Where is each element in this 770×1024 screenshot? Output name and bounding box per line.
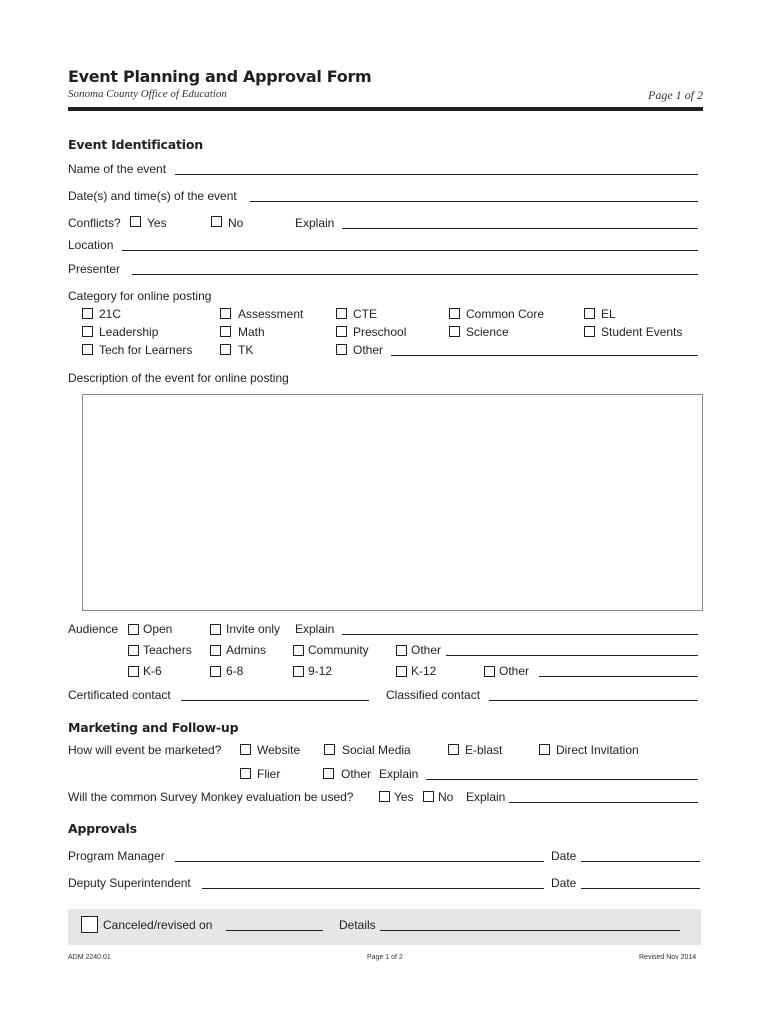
- event-name-field[interactable]: [175, 174, 698, 175]
- program-manager-date-field[interactable]: [581, 861, 700, 862]
- presenter-label: Presenter: [68, 262, 121, 276]
- audience-9-12-label: 9-12: [308, 664, 333, 678]
- category-other-checkbox[interactable]: [336, 344, 347, 355]
- category-el-label: EL: [601, 307, 616, 321]
- program-manager-date-label: Date: [551, 849, 577, 863]
- program-manager-field[interactable]: [175, 861, 544, 862]
- survey-explain-field[interactable]: [509, 802, 698, 803]
- audience-open-checkbox[interactable]: [128, 624, 139, 635]
- audience-other2-field[interactable]: [539, 676, 698, 677]
- category-common-core-label: Common Core: [466, 307, 545, 321]
- category-student-events-checkbox[interactable]: [584, 326, 595, 337]
- location-field[interactable]: [122, 250, 698, 251]
- event-name-label: Name of the event: [68, 162, 167, 176]
- details-label: Details: [339, 918, 376, 932]
- category-21c-checkbox[interactable]: [82, 308, 93, 319]
- category-leadership-checkbox[interactable]: [82, 326, 93, 337]
- survey-explain-label: Explain: [466, 790, 506, 804]
- deputy-date-label: Date: [551, 876, 577, 890]
- category-assessment-checkbox[interactable]: [220, 308, 231, 319]
- audience-teachers-label: Teachers: [143, 643, 192, 657]
- category-science-checkbox[interactable]: [449, 326, 460, 337]
- audience-k6-checkbox[interactable]: [128, 666, 139, 677]
- marketing-social-label: Social Media: [342, 743, 411, 757]
- marketing-social-checkbox[interactable]: [324, 744, 335, 755]
- details-field[interactable]: [380, 930, 680, 931]
- revision-date: Revised Nov 2014: [639, 954, 697, 961]
- event-dates-label: Date(s) and time(s) of the event: [68, 189, 237, 203]
- category-cte-label: CTE: [353, 307, 377, 321]
- canceled-revised-label: Canceled/revised on: [103, 918, 213, 932]
- audience-other-checkbox[interactable]: [396, 645, 407, 656]
- category-el-checkbox[interactable]: [584, 308, 595, 319]
- category-tech-label: Tech for Learners: [99, 343, 193, 357]
- classified-contact-label: Classified contact: [386, 688, 481, 702]
- survey-question: Will the common Survey Monkey evaluation be used?: [68, 790, 354, 804]
- category-math-label: Math: [238, 325, 265, 339]
- category-assessment-label: Assessment: [238, 307, 304, 321]
- marketing-question: How will event be marketed?: [68, 743, 222, 757]
- survey-yes-checkbox[interactable]: [379, 791, 390, 802]
- category-science-label: Science: [466, 325, 509, 339]
- audience-9-12-checkbox[interactable]: [293, 666, 304, 677]
- marketing-flier-checkbox[interactable]: [240, 768, 251, 779]
- marketing-eblast-label: E-blast: [465, 743, 503, 757]
- organization-name: Sonoma County Office of Education: [68, 88, 227, 100]
- audience-invite-only-checkbox[interactable]: [210, 624, 221, 635]
- conflicts-yes-label: Yes: [147, 216, 167, 230]
- category-cte-checkbox[interactable]: [336, 308, 347, 319]
- description-label: Description of the event for online posting: [68, 371, 289, 385]
- audience-invite-only-label: Invite only: [226, 622, 281, 636]
- form-title: Event Planning and Approval Form: [68, 67, 372, 86]
- category-leadership-label: Leadership: [99, 325, 159, 339]
- section-heading-marketing: Marketing and Follow-up: [68, 720, 239, 735]
- marketing-website-label: Website: [257, 743, 301, 757]
- marketing-direct-checkbox[interactable]: [539, 744, 550, 755]
- audience-other-label: Other: [411, 643, 442, 657]
- deputy-date-field[interactable]: [581, 888, 700, 889]
- audience-k12-checkbox[interactable]: [396, 666, 407, 677]
- survey-yes-label: Yes: [394, 790, 414, 804]
- survey-no-checkbox[interactable]: [423, 791, 434, 802]
- audience-community-label: Community: [308, 643, 369, 657]
- category-student-events-label: Student Events: [601, 325, 683, 339]
- marketing-direct-label: Direct Invitation: [556, 743, 639, 757]
- audience-k6-label: K-6: [143, 664, 162, 678]
- category-label: Category for online posting: [68, 289, 212, 303]
- location-label: Location: [68, 238, 114, 252]
- category-other-label: Other: [353, 343, 384, 357]
- audience-other2-label: Other: [499, 664, 530, 678]
- conflicts-label: Conflicts?: [68, 216, 121, 230]
- survey-no-label: No: [438, 790, 454, 804]
- program-manager-label: Program Manager: [68, 849, 165, 863]
- header-rule: [68, 107, 703, 111]
- audience-admins-checkbox[interactable]: [210, 645, 221, 656]
- category-math-checkbox[interactable]: [220, 326, 231, 337]
- classified-contact-field[interactable]: [489, 700, 698, 701]
- audience-explain-label: Explain: [295, 622, 335, 636]
- conflicts-yes-checkbox[interactable]: [130, 216, 141, 227]
- category-common-core-checkbox[interactable]: [449, 308, 460, 319]
- certificated-contact-label: Certificated contact: [68, 688, 171, 702]
- conflicts-explain-label: Explain: [295, 216, 335, 230]
- section-heading-approvals: Approvals: [68, 821, 137, 836]
- form-code: ADM 2240.01: [68, 954, 111, 961]
- category-preschool-checkbox[interactable]: [336, 326, 347, 337]
- section-heading-event-identification: Event Identification: [68, 137, 203, 152]
- audience-teachers-checkbox[interactable]: [128, 645, 139, 656]
- marketing-other-label: Other: [341, 767, 372, 781]
- deputy-superintendent-label: Deputy Superintendent: [68, 876, 191, 890]
- marketing-flier-label: Flier: [257, 767, 281, 781]
- audience-other2-checkbox[interactable]: [484, 666, 495, 677]
- marketing-explain-label: Explain: [379, 767, 419, 781]
- category-21c-label: 21C: [99, 307, 122, 321]
- category-tk-checkbox[interactable]: [220, 344, 231, 355]
- marketing-other-checkbox[interactable]: [323, 768, 334, 779]
- canceled-revised-date-field[interactable]: [226, 930, 323, 931]
- conflicts-no-checkbox[interactable]: [211, 216, 222, 227]
- marketing-explain-field[interactable]: [426, 779, 698, 780]
- audience-admins-label: Admins: [226, 643, 267, 657]
- audience-label: Audience: [68, 622, 119, 636]
- audience-6-8-checkbox[interactable]: [210, 666, 221, 677]
- audience-explain-field[interactable]: [342, 634, 698, 635]
- audience-open-label: Open: [143, 622, 173, 636]
- conflicts-explain-field[interactable]: [342, 228, 698, 229]
- marketing-eblast-checkbox[interactable]: [448, 744, 459, 755]
- audience-k12-label: K-12: [411, 664, 437, 678]
- audience-community-checkbox[interactable]: [293, 645, 304, 656]
- footer-page-number: Page 1 of 2: [367, 954, 403, 961]
- audience-other-field[interactable]: [446, 655, 698, 656]
- category-tk-label: TK: [238, 343, 254, 357]
- certificated-contact-field[interactable]: [181, 700, 369, 701]
- page-indicator: Page 1 of 2: [648, 88, 703, 102]
- category-other-field[interactable]: [391, 355, 698, 356]
- category-tech-checkbox[interactable]: [82, 344, 93, 355]
- presenter-field[interactable]: [132, 274, 698, 275]
- conflicts-no-label: No: [228, 216, 244, 230]
- event-dates-field[interactable]: [250, 201, 698, 202]
- deputy-superintendent-field[interactable]: [202, 888, 544, 889]
- description-textarea[interactable]: [82, 394, 703, 611]
- canceled-revised-checkbox[interactable]: [81, 916, 98, 933]
- audience-6-8-label: 6-8: [226, 664, 244, 678]
- marketing-website-checkbox[interactable]: [240, 744, 251, 755]
- category-preschool-label: Preschool: [353, 325, 407, 339]
